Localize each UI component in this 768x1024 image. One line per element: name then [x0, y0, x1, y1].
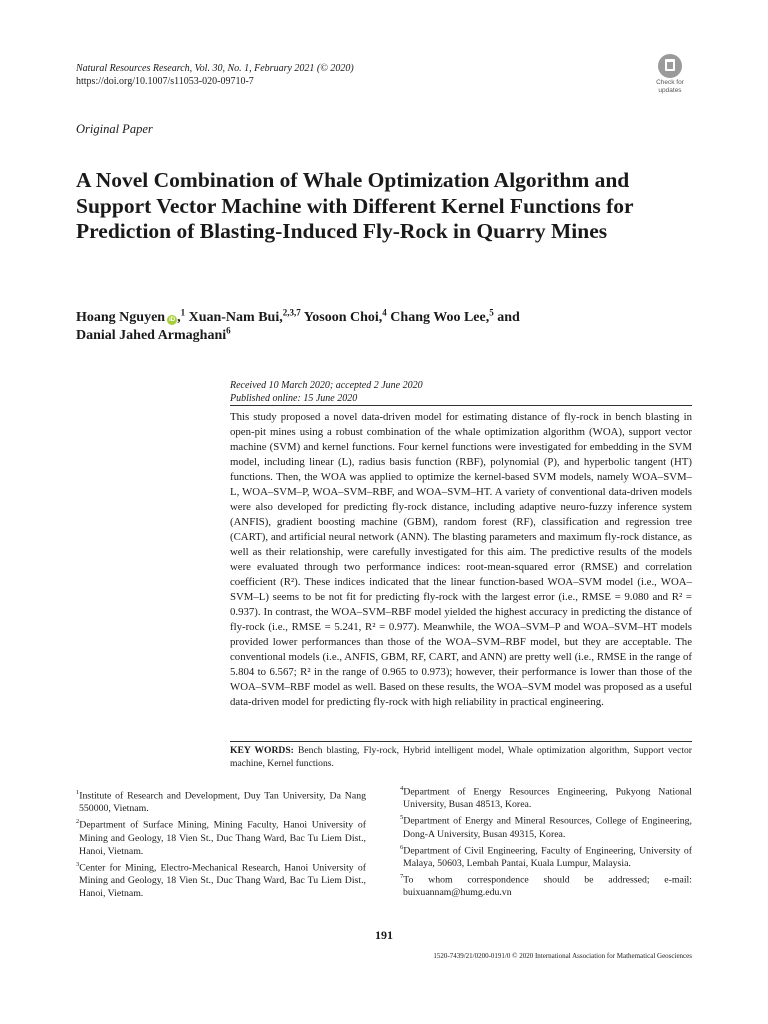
- author-affiliation-sup: 4: [382, 307, 387, 318]
- abstract-bottom-rule: [230, 741, 692, 742]
- author-affiliation-sup: 2,3,7: [282, 307, 301, 318]
- affiliation: [76, 858, 366, 900]
- abstract: [230, 410, 692, 710]
- affiliation-sup: 1: [76, 789, 80, 796]
- affiliation-sup: 3: [76, 860, 80, 868]
- keywords-text: Bench blasting, Fly-rock, Hybrid intelligent model, Whale optimization algorithm, Support vector machine, Kernel functions.: [230, 745, 692, 769]
- abstract-top-rule: [230, 405, 692, 406]
- affiliation-sup: 6: [400, 843, 404, 851]
- orcid-icon[interactable]: iD: [169, 317, 176, 323]
- journal-citation: Natural Resources Research, Vol. 30, No. 1, February 2021 (© 2020): [76, 63, 354, 74]
- author-affiliation-sup: 1: [180, 307, 186, 318]
- affiliation-text: Institute of Research and Development, Duy Tan University, Da Nang 550000, Vietnam.: [79, 790, 366, 815]
- author-affiliation-sup: 6: [226, 325, 231, 336]
- affiliation-text: Department of Surface Mining, Mining Faculty, Hanoi University of Mining and Geology, 18 Vien St., Duc Thang Ward, Bac Tu Liem Dist., Hanoi, Vietnam.: [79, 819, 366, 857]
- affiliation: [76, 786, 366, 815]
- affiliations-right: [400, 782, 692, 899]
- bookmark-icon: [658, 54, 682, 78]
- affiliation: [400, 811, 692, 840]
- published-date: Published online: 15 June 2020: [230, 393, 358, 404]
- author-and: and: [497, 310, 520, 325]
- keywords: [230, 745, 692, 770]
- issn-copyright: 1520-7439/21/0200-0191/0 © 2020 International Association for Mathematical Geosciences: [433, 952, 692, 960]
- doi-link[interactable]: https://doi.org/10.1007/s11053-020-09710-7: [76, 76, 254, 87]
- affiliation-text: Department of Energy and Mineral Resources, College of Engineering, Dong-A University, Busan 49315, Korea.: [403, 815, 692, 840]
- affiliation-sup: 5: [400, 814, 404, 822]
- affiliation: [76, 815, 366, 857]
- affiliation: [400, 841, 692, 870]
- author-name: Danial Jahed Armaghani: [76, 328, 227, 343]
- author-name: Hoang Nguyen: [76, 310, 166, 325]
- author-name: Yosoon Choi,: [303, 310, 383, 325]
- paper-title: A Novel Combination of Whale Optimization Algorithm and Support Vector Machine with Different Kernel Functions for Prediction of Blasting-Induced Fly-Rock in Quarry Mines: [76, 168, 634, 243]
- affiliation-sup: 4: [400, 785, 404, 792]
- received-date: Received 10 March 2020; accepted 2 June 2020: [230, 380, 423, 391]
- affiliation-text: Department of Energy Resources Engineering, Pukyong National University, Busan 48513, Korea.: [403, 786, 692, 811]
- publication-dates: [230, 379, 423, 405]
- check-for-updates-badge[interactable]: [650, 54, 690, 94]
- affiliation: [400, 782, 692, 811]
- badge-line-1: Check for: [656, 79, 684, 86]
- affiliation-sup: 7: [400, 872, 404, 880]
- author-list: Hoang Nguyen iD ,$^1$ Xuan-Nam Bui,$^{2,3,7}$ Yosoon Choi,$^4$ Chang Woo Lee,$^5$ and Danial Jahed Armaghani$^6$: [76, 307, 520, 343]
- author-affiliation-sup: 5: [489, 307, 494, 318]
- correspondence: [400, 870, 692, 899]
- affiliation-sup: 2: [76, 818, 80, 826]
- keywords-label: KEY WORDS:: [230, 745, 294, 756]
- affiliation-text: Center for Mining, Electro-Mechanical Research, Hanoi University of Mining and Geology, 18 Vien St., Duc Thang Ward, Bac Tu Liem Dist., Hanoi, Vietnam.: [79, 861, 366, 899]
- affiliation-text: Department of Civil Engineering, Faculty of Engineering, University of Malaya, 50603, Lembah Pantai, Kuala Lumpur, Malaysia.: [403, 844, 692, 869]
- page-number: 191: [375, 928, 393, 942]
- abstract-text: This study proposed a novel data-driven model for estimating distance of fly-rock in bench blasting in open-pit mines using a robust combination of the whale optimization algorithm (WOA), support vector machine (SVM) and kernel functions. Four kernel functions were investigated for embedding in the SVM model, including linear (L), radius basis function (RBF), polynomial (P), and hyperbolic tangent (HT) functions. Then, the WOA was applied to optimize the kernel-based SVM models, namely WOA–SVM–L, WOA–SVM–P, WOA–SVM–RBF, and WOA–SVM–HT. A variety of conventional data-driven models were also developed for predicting fly-rock distance, including adaptive neuro-fuzzy inference system (ANFIS), gradient boosting machine (GBM), random forest (RF), classification and regression tree (CART), and artificial neural network (ANN). The blasting parameters and maximum fly-rock distance, as well as their relationship, were carefully investigated for this aim. The predictive results of the models were evaluated through two performance indices: root-mean-squared error (RMSE) and correlation coefficient (R²). These indices indicated that the linear function-based WOA–SVM model (i.e., WOA–SVM–L) seems to be not fit for predicting fly-rock with the largest error (i.e., RMSE = 9.080 and R² = 0.937). In contrast, the WOA–SVM–RBF model yielded the highest accuracy in predicting the distance of fly-rock (i.e., RMSE = 5.241, R² = 0.977). Meanwhile, the WOA–SVM–P and WOA–SVM–HT models provided lower performances than those of the WOA–SVM–RBF model, but they are acceptable. The conventional models (i.e., ANFIS, GBM, RF, CART, and ANN) are pretty well (i.e., RMSE in the range of 5.804 to 6.567; R² in the range of 0.965 to 0.973); however, their performance is lower than those of the WOA–SVM–RBF model as well. Based on these results, the WOA–SVM model was proposed as a useful data-driven model for predicting fly-rock with high reliability in practical engineering.: [230, 411, 692, 708]
- author-name: Chang Woo Lee,: [390, 310, 490, 325]
- affiliations-left: [76, 786, 366, 900]
- author-name: Xuan-Nam Bui,: [188, 310, 283, 325]
- badge-line-2: updates: [658, 87, 682, 94]
- paper-type: Original Paper: [76, 122, 153, 136]
- correspondence-text[interactable]: To whom correspondence should be addressed; e-mail: buixuannam@humg.edu.vn: [403, 874, 692, 899]
